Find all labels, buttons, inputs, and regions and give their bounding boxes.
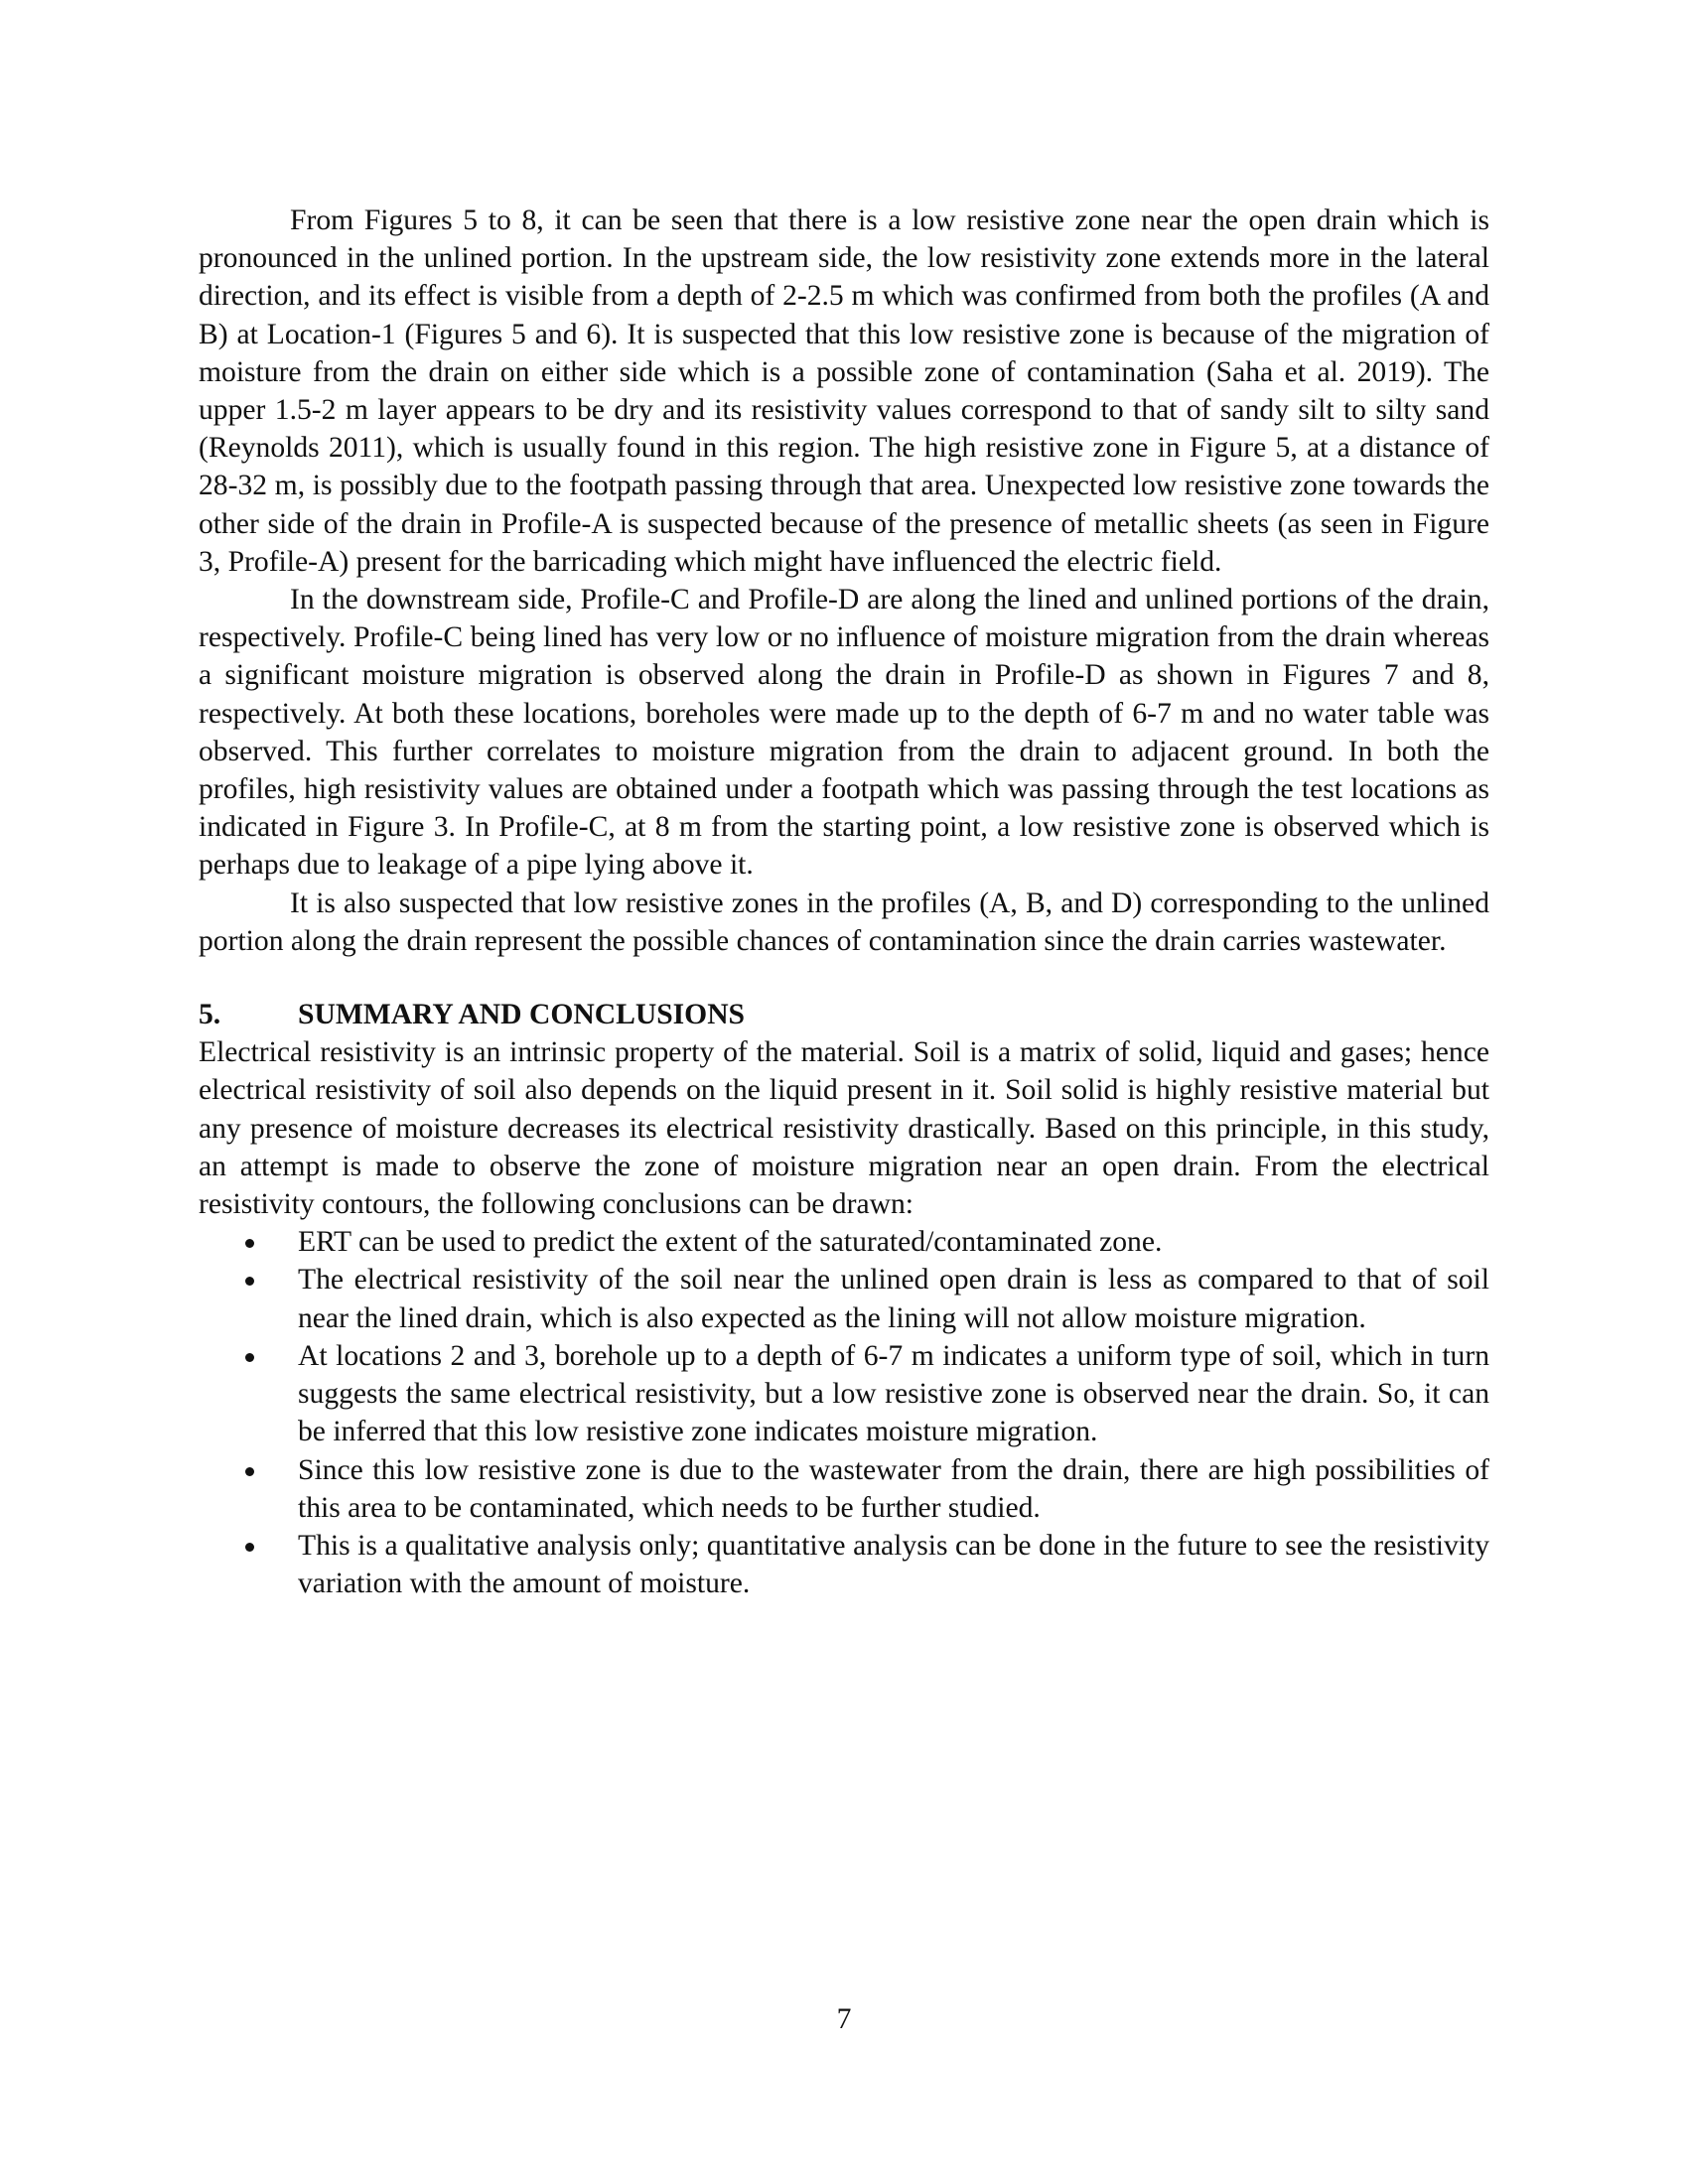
list-item	[199, 1261, 1489, 1336]
list-item-text: The electrical resistivity of the soil near the unlined open drain is less as compared to that of soil near the lined drain, which is also expected as the lining will not allow moisture migration.	[298, 1264, 1489, 1334]
bullet-icon	[199, 1223, 298, 1261]
list-item-text: At locations 2 and 3, borehole up to a depth of 6-7 m indicates a uniform type of soil, which in turn suggests the same electrical resistivity, but a low resistive zone is observed near the drain. So, it can be inferred that this low resistive zone indicates moisture migration.	[298, 1339, 1489, 1448]
list-item	[199, 1337, 1489, 1451]
list-item	[199, 1223, 1489, 1261]
bullet-icon	[199, 1527, 298, 1565]
bullet-icon	[199, 1261, 298, 1298]
list-item	[199, 1527, 1489, 1602]
list-item	[199, 1451, 1489, 1527]
section-title: SUMMARY AND CONCLUSIONS	[298, 999, 746, 1031]
list-item-text: Since this low resistive zone is due to the wastewater from the drain, there are high possibilities of this area to be contaminated, which needs to be further studied.	[298, 1453, 1489, 1524]
body-paragraph-3: It is also suspected that low resistive zones in the profiles (A, B, and D) corresponding to the unlined portion along the drain represent the possible chances of contamination since the drain carries wastewater.	[199, 887, 1489, 957]
body-paragraph-2: In the downstream side, Profile-C and Profile-D are along the lined and unlined portions of the drain, respectively. Profile-C being lined has very low or no influence of moisture migration from the drain whereas a significant moisture migration is observed along the drain in Profile-D as shown in Figures 7 and 8, respectively. At both these locations, boreholes were made up to the depth of 6-7 m and no water table was observed. This further correlates to moisture migration from the drain to adjacent ground. In both the profiles, high resistivity values are obtained under a footpath which was passing through the test locations as indicated in Figure 3. In Profile-C, at 8 m from the starting point, a low resistive zone is observed which is perhaps due to leakage of a pipe lying above it.	[199, 584, 1489, 882]
bullet-icon	[199, 1337, 298, 1375]
list-item-text: This is a qualitative analysis only; quantitative analysis can be done in the future to see the resistivity variation with the amount of moisture.	[298, 1529, 1489, 1600]
conclusions-list	[199, 1223, 1489, 1602]
section-heading	[199, 996, 1489, 1033]
section-number: 5.	[199, 999, 221, 1031]
bullet-icon	[199, 1451, 298, 1489]
page-number: 7	[836, 2003, 852, 2035]
section-intro-paragraph: Electrical resistivity is an intrinsic property of the material. Soil is a matrix of solid, liquid and gases; hence electrical resistivity of soil also depends on the liquid present in it. Soil solid is highly resistive material but any presence of moisture decreases its electrical resistivity drastically. Based on this principle, in this study, an attempt is made to observe the zone of moisture migration near an open drain. From the electrical resistivity contours, the following conclusions can be drawn:	[199, 1036, 1489, 1221]
page-body	[199, 202, 1489, 1602]
body-paragraph-1: From Figures 5 to 8, it can be seen that there is a low resistive zone near the open drain which is pronounced in the unlined portion. In the upstream side, the low resistivity zone extends more in the lateral direction, and its effect is visible from a depth of 2-2.5 m which was confirmed from both the profiles (A and B) at Location-1 (Figures 5 and 6). It is suspected that this low resistive zone is because of the migration of moisture from the drain on either side which is a possible zone of contamination (Saha et al. 2019). The upper 1.5-2 m layer appears to be dry and its resistivity values correspond to that of sandy silt to silty sand (Reynolds 2011), which is usually found in this region. The high resistive zone in Figure 5, at a distance of 28-32 m, is possibly due to the footpath passing through that area. Unexpected low resistive zone towards the other side of the drain in Profile-A is suspected because of the presence of metallic sheets (as seen in Figure 3, Profile-A) present for the barricading which might have influenced the electric field.	[199, 205, 1489, 578]
list-item-text: ERT can be used to predict the extent of the saturated/contaminated zone.	[298, 1226, 1163, 1259]
